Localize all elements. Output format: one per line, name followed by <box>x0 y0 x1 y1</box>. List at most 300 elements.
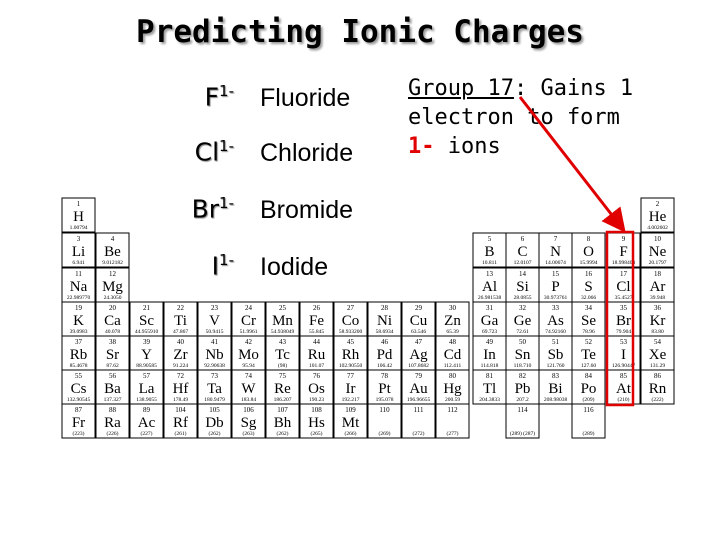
atomic-mass: 74.92160 <box>545 329 566 335</box>
element-cell <box>96 302 129 336</box>
element-cell <box>334 370 367 404</box>
atomic-number: 112 <box>447 406 458 414</box>
element-symbol: I <box>621 347 626 363</box>
element-cell <box>368 302 401 336</box>
element-symbol: Bi <box>548 381 563 397</box>
element-cell <box>436 302 469 336</box>
atomic-mass: 1.00794 <box>69 225 88 231</box>
element-cell <box>96 404 129 438</box>
atomic-number: 45 <box>347 338 354 346</box>
charge-label: 1- <box>408 134 435 159</box>
atomic-number: 105 <box>209 406 220 414</box>
atomic-number: 43 <box>279 338 286 346</box>
element-cell <box>334 336 367 370</box>
atomic-mass: 22.989770 <box>66 295 91 301</box>
element-cell <box>334 404 367 438</box>
element-symbol: Re <box>274 381 291 397</box>
atomic-mass: 126.90447 <box>611 363 636 369</box>
atomic-number: 38 <box>109 338 116 346</box>
element-symbol: S <box>584 279 593 295</box>
atomic-number: 8 <box>586 235 591 243</box>
atomic-mass: (226) <box>106 431 119 437</box>
element-cell <box>572 302 605 336</box>
element-symbol: Ru <box>307 347 326 363</box>
atomic-mass: 127.60 <box>580 363 597 369</box>
element-symbol: Na <box>69 279 88 295</box>
atomic-mass: (265) <box>310 431 323 437</box>
element-cell <box>473 268 506 302</box>
atomic-mass: 39.0983 <box>69 329 88 335</box>
element-symbol: Rn <box>648 381 667 397</box>
atomic-mass: 4.002602 <box>647 225 668 231</box>
element-symbol: Ti <box>174 313 187 329</box>
atomic-number: 16 <box>585 270 592 278</box>
ion-name: Iodide <box>260 253 329 281</box>
atomic-number: 36 <box>654 304 661 312</box>
atomic-number: 23 <box>211 304 218 312</box>
element-cell <box>130 336 163 370</box>
element-cell <box>607 336 640 370</box>
element-cell <box>198 336 231 370</box>
group-label: Group 17 <box>408 76 514 101</box>
atomic-mass: 121.760 <box>546 363 565 369</box>
atomic-number: 21 <box>143 304 150 312</box>
atomic-number: 57 <box>143 372 150 380</box>
atomic-mass: 47.867 <box>172 329 189 335</box>
atomic-number: 9 <box>621 235 626 243</box>
atomic-mass: 28.0855 <box>513 295 532 301</box>
element-symbol: Rh <box>341 347 360 363</box>
element-cell <box>641 198 674 232</box>
atomic-number: 29 <box>415 304 422 312</box>
element-cell <box>572 233 605 267</box>
element-cell <box>130 302 163 336</box>
atomic-number: 85 <box>620 372 627 380</box>
atomic-mass: 12.0107 <box>513 260 532 266</box>
atomic-mass: 107.8682 <box>408 363 429 369</box>
note-line2: electron to form <box>408 105 620 130</box>
atomic-mass: 32.066 <box>580 295 597 301</box>
element-cell <box>572 268 605 302</box>
atomic-mass: 92.90638 <box>204 363 225 369</box>
element-cell <box>232 404 265 438</box>
element-symbol: K <box>73 313 84 329</box>
atomic-number: 25 <box>279 304 286 312</box>
atomic-mass: (269) <box>378 431 391 437</box>
element-symbol: Cr <box>241 313 256 329</box>
atomic-number: 82 <box>519 372 526 380</box>
ion-symbol: $I^{1-}$ <box>211 251 234 281</box>
element-cell <box>62 370 95 404</box>
element-symbol: Sn <box>514 347 531 363</box>
atomic-mass: 69.723 <box>481 329 498 335</box>
element-symbol: Se <box>581 313 596 329</box>
atomic-number: 46 <box>381 338 388 346</box>
atomic-mass: (272) <box>412 431 425 437</box>
atomic-mass: 101.07 <box>308 363 325 369</box>
atomic-mass: 207.2 <box>516 397 529 403</box>
element-cell <box>164 336 197 370</box>
element-cell <box>539 302 572 336</box>
atomic-mass: (261) <box>174 431 187 437</box>
element-symbol: Co <box>341 313 360 329</box>
element-cell <box>300 404 333 438</box>
atomic-number: 22 <box>177 304 184 312</box>
element-symbol: Xe <box>648 347 667 363</box>
element-cell <box>96 336 129 370</box>
element-cell <box>473 370 506 404</box>
element-cell <box>62 336 95 370</box>
atomic-number: 50 <box>519 338 526 346</box>
atomic-mass: 200.59 <box>444 397 461 403</box>
atomic-number: 73 <box>211 372 218 380</box>
atomic-number: 26 <box>313 304 320 312</box>
ion-symbol: $Cl^{1-}$ <box>194 137 234 167</box>
element-symbol: Ta <box>207 381 222 397</box>
atomic-number: 79 <box>415 372 422 380</box>
atomic-mass: (98) <box>277 363 288 369</box>
element-cell <box>506 370 539 404</box>
atomic-mass: 14.00674 <box>545 260 566 266</box>
atomic-number: 35 <box>620 304 627 312</box>
element-symbol: Mn <box>272 313 293 329</box>
element-symbol: Zr <box>173 347 188 363</box>
atomic-number: 114 <box>517 406 528 414</box>
element-cell <box>96 233 129 267</box>
atomic-number: 34 <box>585 304 592 312</box>
atomic-mass: 35.4527 <box>614 295 633 301</box>
atomic-mass: 15.9994 <box>579 260 598 266</box>
element-symbol: Pd <box>376 347 393 363</box>
element-cell <box>572 404 605 438</box>
atomic-number: 30 <box>449 304 456 312</box>
element-cell <box>266 404 299 438</box>
element-symbol: Kr <box>649 313 666 329</box>
atomic-number: 20 <box>109 304 116 312</box>
atomic-mass: 85.4678 <box>69 363 88 369</box>
element-cell <box>506 302 539 336</box>
element-cell <box>436 336 469 370</box>
element-cell <box>232 336 265 370</box>
atomic-number: 55 <box>75 372 82 380</box>
element-symbol: Mg <box>102 279 123 295</box>
element-symbol: In <box>483 347 496 363</box>
element-cell <box>266 336 299 370</box>
element-symbol: Pb <box>514 381 531 397</box>
atomic-number: 78 <box>381 372 388 380</box>
atomic-number: 4 <box>110 235 115 243</box>
element-symbol: At <box>616 381 631 397</box>
atomic-number: 89 <box>143 406 150 414</box>
atomic-mass: 95.94 <box>242 363 255 369</box>
element-cell <box>436 404 469 438</box>
atomic-number: 86 <box>654 372 661 380</box>
element-symbol: H <box>73 209 84 225</box>
atomic-mass: 87.62 <box>106 363 119 369</box>
element-symbol: Bh <box>273 415 292 431</box>
element-symbol: Ge <box>513 313 532 329</box>
atomic-mass: 208.98038 <box>543 397 568 403</box>
atomic-number: 49 <box>486 338 493 346</box>
element-cell <box>473 233 506 267</box>
element-symbol: Hs <box>308 415 325 431</box>
atomic-mass: 58.933200 <box>338 329 363 335</box>
element-symbol: Db <box>205 415 224 431</box>
element-cell <box>572 370 605 404</box>
atomic-number: 13 <box>486 270 493 278</box>
element-cell <box>96 268 129 302</box>
atomic-number: 109 <box>345 406 356 414</box>
element-cell <box>300 336 333 370</box>
element-cell <box>164 404 197 438</box>
element-symbol: Sc <box>139 313 154 329</box>
atomic-mass: 9.012182 <box>102 260 123 266</box>
element-symbol: N <box>550 244 561 260</box>
element-cell <box>300 302 333 336</box>
atomic-number: 54 <box>654 338 661 346</box>
atomic-mass: 114.818 <box>480 363 499 369</box>
atomic-mass: 20.1797 <box>648 260 667 266</box>
atomic-number: 76 <box>313 372 320 380</box>
element-cell <box>62 233 95 267</box>
atomic-mass: 54.938049 <box>270 329 295 335</box>
element-symbol: Rb <box>69 347 88 363</box>
element-cell <box>232 302 265 336</box>
element-symbol: Au <box>409 381 428 397</box>
element-cell <box>402 370 435 404</box>
element-symbol: Ag <box>409 347 428 363</box>
atomic-number: 6 <box>520 235 525 243</box>
element-cell <box>539 370 572 404</box>
atomic-number: 81 <box>486 372 493 380</box>
atomic-number: 84 <box>585 372 592 380</box>
atomic-number: 88 <box>109 406 116 414</box>
atomic-number: 40 <box>177 338 184 346</box>
atomic-number: 5 <box>487 235 492 243</box>
element-cell <box>641 336 674 370</box>
atomic-mass: (210) <box>617 397 630 403</box>
atomic-number: 83 <box>552 372 559 380</box>
element-cell <box>572 336 605 370</box>
element-symbol: B <box>484 244 495 260</box>
atomic-mass: (223) <box>72 431 85 437</box>
atomic-number: 11 <box>75 270 82 278</box>
element-symbol: Tl <box>482 381 497 397</box>
element-symbol: V <box>209 313 220 329</box>
ion-name: Chloride <box>260 139 354 167</box>
atomic-mass: 63.546 <box>410 329 427 335</box>
atomic-number: 80 <box>449 372 456 380</box>
element-cell <box>300 370 333 404</box>
element-cell <box>506 404 539 438</box>
element-symbol: Br <box>616 313 631 329</box>
atomic-mass: 24.3050 <box>103 295 122 301</box>
element-symbol: Ni <box>377 313 392 329</box>
element-symbol: Nb <box>205 347 224 363</box>
element-symbol: C <box>517 244 528 260</box>
element-cell <box>539 268 572 302</box>
atomic-mass: 40.078 <box>104 329 121 335</box>
ion-symbol: $F^{1-}$ <box>204 82 234 112</box>
element-symbol: Al <box>482 279 497 295</box>
page-title: Predicting Ionic Charges <box>136 14 584 50</box>
atomic-mass: 72.61 <box>516 329 529 335</box>
element-cell <box>436 370 469 404</box>
atomic-number: 53 <box>620 338 627 346</box>
element-cell <box>130 404 163 438</box>
element-cell <box>506 233 539 267</box>
element-cell <box>473 336 506 370</box>
atomic-number: 87 <box>75 406 82 414</box>
element-cell <box>402 404 435 438</box>
atomic-number: 42 <box>245 338 252 346</box>
element-cell <box>641 233 674 267</box>
atomic-mass: (277) <box>446 431 459 437</box>
element-symbol: Rf <box>173 415 188 431</box>
atomic-number: 39 <box>143 338 150 346</box>
atomic-mass: 18.998403 <box>611 260 636 266</box>
element-symbol: Cs <box>70 381 87 397</box>
element-symbol: Po <box>580 381 597 397</box>
element-symbol: Y <box>141 347 152 363</box>
atomic-mass: 138.9055 <box>136 397 157 403</box>
element-symbol: Ar <box>649 279 666 295</box>
element-symbol: Os <box>308 381 325 397</box>
atomic-mass: 39.948 <box>649 295 666 301</box>
element-cell <box>62 268 95 302</box>
element-symbol: Te <box>581 347 596 363</box>
element-cell <box>198 302 231 336</box>
element-symbol: Ca <box>104 313 121 329</box>
atomic-number: 44 <box>313 338 320 346</box>
element-cell <box>607 370 640 404</box>
note-line3-rest: ions <box>434 134 501 159</box>
element-symbol: Ra <box>104 415 121 431</box>
atomic-number: 24 <box>245 304 252 312</box>
element-cell <box>402 302 435 336</box>
atomic-mass: 190.23 <box>308 397 325 403</box>
element-symbol: Ba <box>104 381 121 397</box>
element-cell <box>607 302 640 336</box>
element-symbol: As <box>547 313 564 329</box>
atomic-number: 74 <box>245 372 252 380</box>
atomic-number: 108 <box>311 406 322 414</box>
element-symbol: Li <box>71 244 86 260</box>
atomic-mass: 196.96655 <box>406 397 431 403</box>
atomic-number: 56 <box>109 372 116 380</box>
atomic-mass: 192.217 <box>341 397 360 403</box>
element-cell <box>539 336 572 370</box>
atomic-number: 32 <box>519 304 526 312</box>
atomic-number: 28 <box>381 304 388 312</box>
atomic-number: 33 <box>552 304 559 312</box>
atomic-mass: (227) <box>140 431 153 437</box>
element-symbol: Ga <box>480 313 499 329</box>
element-cell <box>164 302 197 336</box>
atomic-mass: (289) (287) <box>509 431 536 437</box>
atomic-mass: 91.224 <box>172 363 189 369</box>
atomic-mass: 132.90545 <box>66 397 91 403</box>
atomic-number: 75 <box>279 372 286 380</box>
element-cell <box>506 268 539 302</box>
atomic-mass: 6.941 <box>72 260 85 266</box>
element-symbol: Hg <box>443 381 462 397</box>
ion-name: Bromide <box>260 196 354 224</box>
element-cell <box>266 370 299 404</box>
element-cell <box>641 268 674 302</box>
element-cell <box>539 233 572 267</box>
element-cell <box>368 404 401 438</box>
atomic-mass: (209) <box>582 397 595 403</box>
element-cells <box>62 198 674 438</box>
element-symbol: Cd <box>443 347 462 363</box>
atomic-mass: 186.207 <box>273 397 292 403</box>
element-cell <box>198 404 231 438</box>
atomic-number: 48 <box>449 338 456 346</box>
atomic-mass: 44.955910 <box>134 329 159 335</box>
atomic-number: 27 <box>347 304 354 312</box>
atomic-mass: 131.29 <box>649 363 666 369</box>
element-cell <box>130 370 163 404</box>
atomic-number: 31 <box>486 304 493 312</box>
element-cell <box>607 233 640 267</box>
atomic-mass: 79.904 <box>615 329 632 335</box>
element-symbol: Mt <box>341 415 360 431</box>
atomic-number: 1 <box>76 200 81 208</box>
element-symbol: Fe <box>309 313 324 329</box>
element-symbol: He <box>648 209 667 225</box>
atomic-number: 7 <box>553 235 558 243</box>
element-symbol: P <box>551 279 560 295</box>
element-cell <box>198 370 231 404</box>
element-cell <box>607 268 640 302</box>
atomic-number: 52 <box>585 338 592 346</box>
atomic-mass: 102.90550 <box>338 363 363 369</box>
atomic-mass: 83.80 <box>651 329 664 335</box>
atomic-number: 15 <box>552 270 559 278</box>
element-cell <box>62 302 95 336</box>
atomic-number: 3 <box>76 235 81 243</box>
element-symbol: Sg <box>240 415 257 431</box>
element-symbol: Si <box>516 279 529 295</box>
atomic-mass: 180.9479 <box>204 397 225 403</box>
group-17-arrow <box>520 97 622 228</box>
atomic-number: 10 <box>654 235 661 243</box>
atomic-number: 2 <box>655 200 660 208</box>
element-symbol: Be <box>104 244 121 260</box>
element-symbol: W <box>241 381 256 397</box>
atomic-mass: 88.90585 <box>136 363 157 369</box>
element-symbol: Hf <box>172 381 189 397</box>
atomic-mass: (262) <box>276 431 289 437</box>
atomic-mass: 58.6934 <box>375 329 394 335</box>
atomic-number: 110 <box>379 406 390 414</box>
atomic-number: 47 <box>415 338 422 346</box>
atomic-number: 72 <box>177 372 184 380</box>
atomic-mass: 106.42 <box>376 363 393 369</box>
atomic-mass: 50.9415 <box>205 329 224 335</box>
element-symbol: F <box>619 244 628 260</box>
element-cell <box>368 336 401 370</box>
atomic-mass: 183.84 <box>240 397 257 403</box>
atomic-mass: 10.811 <box>482 260 497 266</box>
element-cell <box>232 370 265 404</box>
element-symbol: Zn <box>444 313 461 329</box>
atomic-mass: 26.981538 <box>477 295 502 301</box>
atomic-mass: 51.9961 <box>239 329 258 335</box>
element-cell <box>96 370 129 404</box>
atomic-mass: (289) <box>582 431 595 437</box>
